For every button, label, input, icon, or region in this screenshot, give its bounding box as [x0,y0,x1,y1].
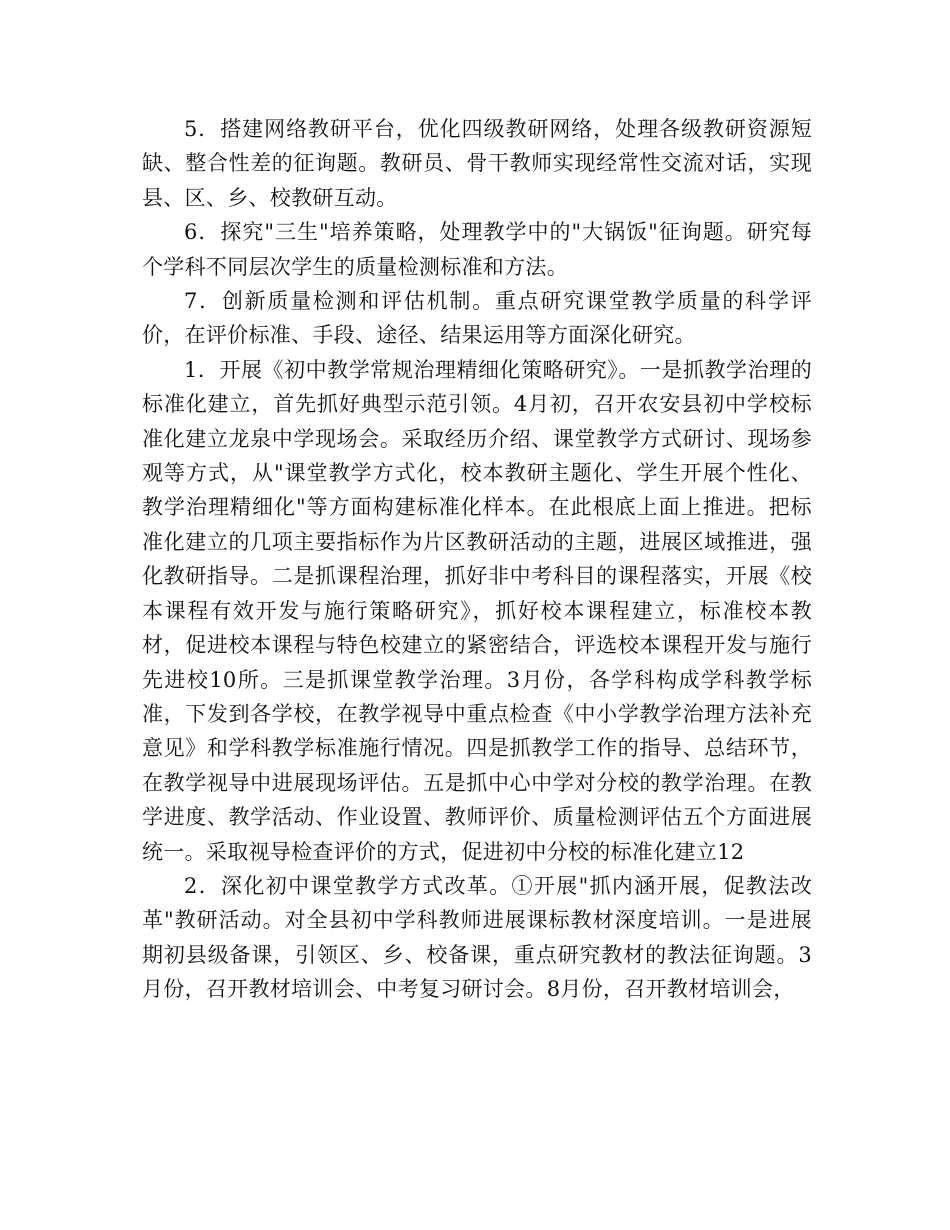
document-page [142,112,812,1007]
paragraph-item-5: 5．搭建网络教研平台，优化四级教研网络，处理各级教研资源短缺、整合性差的征询题。教研员、骨干教师实现经常性交流对话，实现县、区、乡、校教研互动。 [142,117,812,210]
paragraph-item-6: 6．探究"三生"培养策略，处理教学中的"大锅饭"征询题。研究每个学科不同层次学生的质量检测标准和方法。 [142,220,812,279]
paragraph-section-1: 1．开展《初中教学常规治理精细化策略研究》。一是抓教学治理的标准化建立，首先抓好典型示范引领。4月初，召开农安县初中学校标准化建立龙泉中学现场会。采取经历介绍、课堂教学方式研讨、现场参观等方式，从"课堂教学方式化，校本教研主题化、学生开展个性化、教学治理精细化"等方面构建标准化样本。在此根底上面上推进。把标准化建立的几项主要指标作为片区教研活动的主题，进展区域推进，强化教研指导。二是抓课程治理，抓好非中考科目的课程落实，开展《校本课程有效开发与施行策略研究》，抓好校本课程建立，标准校本教材，促进校本课程与特色校建立的紧密结合，评选校本课程开发与施行先进校10所。三是抓课堂教学治理。3月份，各学科构成学科教学标准，下发到各学校，在教学视导中重点检查《中小学教学治理方法补充意见》和学科教学标准施行情况。四是抓教学工作的指导、总结环节，在教学视导中进展现场评估。五是抓中心中学对分校的教学治理。在教学进度、教学活动、作业设置、教师评价、质量检测评估五个方面进展统一。采取视导检查评价的方式，促进初中分校的标准化建立12 [142,357,812,864]
paragraph-section-2: 2．深化初中课堂教学方式改革。①开展"抓内涵开展，促教法改革"教研活动。对全县初中学科教师进展课标教材深度培训。一是进展期初县级备课，引领区、乡、校备课，重点研究教材的教法征询题。3月份，召开教材培训会、中考复习研讨会。8月份，召开教材培训会， [142,873,812,1002]
paragraph-item-7: 7．创新质量检测和评估机制。重点研究课堂教学质量的科学评价，在评价标准、手段、途径、结果运用等方面深化研究。 [142,289,812,348]
